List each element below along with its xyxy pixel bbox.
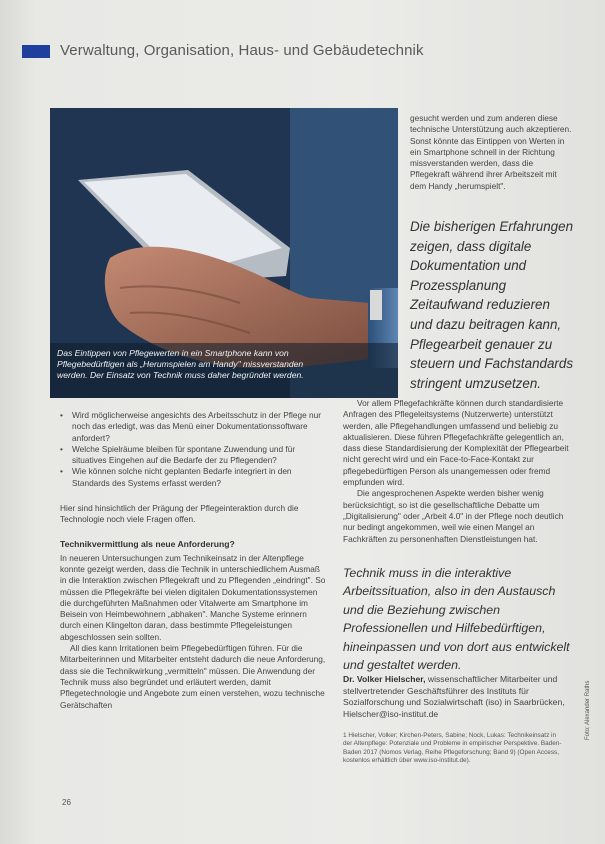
page-number: 26 <box>62 798 71 807</box>
author-name: Dr. Volker Hielscher, <box>343 674 426 684</box>
author-bio <box>343 674 573 720</box>
right-column-body <box>343 398 573 545</box>
list-item: • Wird möglicherweise angesichts des Arbeitsschutz in der Pflege nur noch das erledigt, was das Menü einer Dokumentationssoftware anfordert? <box>60 410 328 444</box>
left-column <box>60 410 328 711</box>
left-paragraph: All dies kann Irritationen beim Pflegebedürftigen führen. Für die Mitarbeiterinnen und Mitarbeiter entsteht dadurch die neue Anforderung, dass sie die Technikwirkung „vermitteln" müssen. Die Anwendung der Technik muss also begründet und erläutert werden, damit Pflegetechnologie und Angebote zum einen verstehen, wozu technische Gerätschaften <box>60 643 326 710</box>
list-item: • Welche Spielräume bleiben für spontane Zuwendung und für situatives Eingehen auf die Bedarfe der zu Pflegenden? <box>60 444 328 467</box>
pull-quote-digital-documentation: Die bisherigen Erfahrungen zeigen, dass digitale Dokumentation und Prozessplanung Zeitaufwand reduzieren und dazu beitragen kann, Pflegearbeit genauer zu steuern und Fachstandards stringent umzusetzen. <box>410 219 574 391</box>
right-column-text: gesucht werden und zum anderen diese technische Unterstützung auch akzeptieren. Sonst könnte das Eintippen von Werten in ein Smartphone schnell in der Richtung missverstanden werden, dass die Pflegekraft während ihrer Arbeitszeit mit dem Handy „herumspielt". <box>410 113 572 191</box>
photo-caption: Das Eintippen von Pflegewerten in ein Smartphone kann von Pflegebedürftigen als „Herumspielen am Handy" missverstanden werden. Der Einsatz von Technik muss daher begründet werden. <box>57 348 304 381</box>
section-color-block <box>22 45 50 58</box>
section-heading: Technikvermittlung als neue Anforderung? <box>60 538 235 549</box>
photo-credit: Foto: Alexander Raths <box>585 680 591 740</box>
question-list <box>60 410 328 489</box>
left-paragraph: In neueren Untersuchungen zum Technikeinsatz in der Altenpflege konnte gezeigt werden, dass die Technik in unterschiedlichem Ausmaß in die Interaktion zwischen Pflegekraft und zu Pflegenden „eindringt". So müssen die Pflegekräfte bei vielen digitalen Dokumentationssystemen die durchgeführten Maßnahmen oder Vitalwerte am Smartphone im Beisein von Heimbewohnern „abhaken". Manche Systeme erinnern durch einen Klingelton daran, dass bestimmte Pflegeleistungen abgeschlossen sein sollten. <box>60 552 326 642</box>
section-title: Verwaltung, Organisation, Haus- und Gebäudetechnik <box>60 42 424 59</box>
left-paragraph: Hier sind hinsichtlich der Prägung der Pflegeinteraktion durch die Technologie noch viele Fragen offen. <box>60 503 299 525</box>
right-paragraph: Vor allem Pflegefachkräfte können durch standardisierte Anfragen des Pflegeleitsystems (Nutzerwerte) unterstützt werden, alle Pflegehandlungen umfassend und beliebig zu aktualisieren. Diese führen Pflegefachkräfte gelegentlich an, dass diese Standardisierung der Komplexität der Pflegearbeit nicht gerecht wird und ein Face-to-Face-Kontakt zur pflegebedürftigen Person als unangemessen oder fremd empfunden wird. <box>343 398 569 488</box>
pull-quote-technology: Technik muss in die interaktive Arbeitssituation, also in den Austausch und die Beziehung zwischen Professionellen und Hilfebedürftigen, hineinpassen und von dort aus entwickelt und gestaltet werden. <box>343 566 570 673</box>
list-item: • Wie können solche nicht geplanten Bedarfe integriert in den Standards des Systems erfasst werden? <box>60 466 328 489</box>
author-description: wissenschaftlicher Mitarbeiter und stellvertretender Geschäftsführer des Instituts für Sozialforschung und Sozialwirtschaft (iso) in Saarbrücken, Hielscher@iso-institut.de <box>343 674 565 719</box>
right-paragraph: Die angesprochenen Aspekte werden bisher wenig berücksichtigt, so ist die gesellschaftliche Debatte um „Digitalisierung" oder „Arbeit 4.0" in der Pflege noch deutlich nur bedingt angekommen, weil wie einen Mangel an Fachkräften zu personenhaften Dienstleistungen hat. <box>343 488 564 544</box>
footnote: 1 Hielscher, Volker; Kirchen-Peters, Sabine; Nock, Lukas: Technikeinsatz in der Altenpflege: Potenziale und Probleme in empirischer Perspektive. Baden-Baden 2017 (Nomos Verlag, Reihe Pflegeforschung; Band 9) (Open Access, kostenlos erhältlich über www.iso-institut.de). <box>343 732 562 765</box>
